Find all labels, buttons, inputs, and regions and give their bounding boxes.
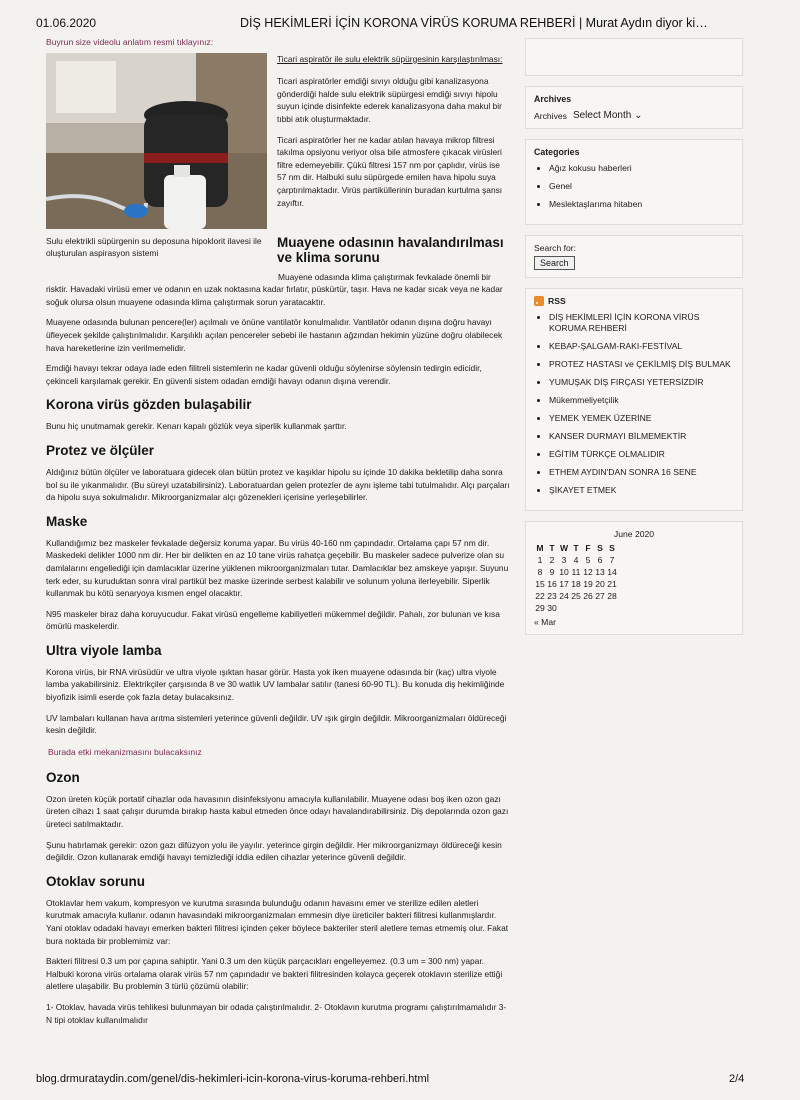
calendar-title: June 2020 xyxy=(613,529,655,539)
section-paragraph: Kullandığımız bez maskeler fevkalade değersiz koruma yapar. Bu virüs 40-160 nm çapındadır. Ortalama çapı 57 nm dir. Maskedeki delikler 1000 nm dir. Her bir delikten en az 10 tane virüs rahatça geçebilir. Bu maskeler sadece pulverize olan su damlalarını engellediği için damlacıklar üzerine yüklenen mikroorganizmaları tutar. Damlacıklar bez amskeye yapışır. Suyunu terk eder, su kuruduktan sonra viral partikül bez maske üzerinde serbest kalabilir ve solunum yoluna ilerleyebilir. Siperlik kullanmak bu kötü senaryoya kısmen engel olacaktır. xyxy=(46,537,509,599)
category-link[interactable]: • Genel xyxy=(549,181,734,192)
rss-item[interactable]: • PROTEZ HASTASI ve ÇEKİLMİŞ DİŞ BULMAK xyxy=(549,359,734,370)
photo-caption: Sulu elektrikli süpürgenin su deposuna hipoklorit ilavesi ile oluşturulan aspirasyon sistemi xyxy=(46,235,262,259)
calendar-day: 19 xyxy=(583,579,593,589)
section-paragraph: N95 maskeler biraz daha koruyucudur. Fakat virüsü engelleme kabiliyetleri mükemmel değildir. Pahalı, zor bulunan ve kısa ömürlü maskelerdir. xyxy=(46,608,500,632)
media-block xyxy=(46,53,511,229)
archives-label: Archives xyxy=(534,110,567,121)
calendar-day: 3 xyxy=(561,555,567,565)
calendar-day: 4 xyxy=(573,555,579,565)
section-heading: Protez ve ölçüler xyxy=(46,442,155,458)
calendar-day: 24 xyxy=(559,591,569,601)
calendar-day xyxy=(594,602,606,614)
calendar-day xyxy=(558,602,570,614)
search-widget xyxy=(525,235,743,278)
print-date: 01.06.2020 xyxy=(36,16,97,30)
empty-widget xyxy=(525,38,743,76)
weekday: W xyxy=(559,543,569,553)
calendar-day: 1 xyxy=(537,555,543,565)
weekday: M xyxy=(536,543,544,553)
rss-item[interactable]: • DİŞ HEKİMLERİ İÇİN KORONA VİRÜS KORUMA REHBERİ xyxy=(549,312,734,334)
rss-icon xyxy=(534,296,544,306)
photo-illustration xyxy=(46,53,267,229)
rss-item[interactable]: • ŞİKAYET ETMEK xyxy=(549,485,734,496)
weekday: S xyxy=(609,543,615,553)
archives-widget xyxy=(525,86,743,129)
calendar-day: 30 xyxy=(547,603,557,613)
article xyxy=(46,36,511,1034)
search-label: Search for: xyxy=(534,243,577,253)
calendar-day: 17 xyxy=(559,579,569,589)
section-paragraph: Muayene odasında bulunan pencere(ler) açılmalı ve önüne vantilatör konulmalıdır. Vantilatör odanın dışına doğru havayı üfleyecek şekilde çalıştırılmalıdır. Karşılıklı açılan pencereler sebebi ile hastanın ağzından hekimin yüzüne doğru olabilecek hava hareketlerine izin verilmemelidir. xyxy=(46,317,503,353)
print-page-title: DİŞ HEKİMLERİ İÇİN KORONA VİRÜS KORUMA REHBERİ | Murat Aydın diyor ki… xyxy=(240,16,708,30)
calendar-day: 11 xyxy=(571,567,581,577)
calendar-day: 12 xyxy=(583,567,593,577)
calendar-day: 2 xyxy=(549,555,555,565)
calendar-day: 5 xyxy=(585,555,591,565)
rss-item[interactable]: • KANSER DURMAYI BİLMEMEKTİR xyxy=(549,431,734,442)
calendar-day: 9 xyxy=(549,567,555,577)
weekday: T xyxy=(549,543,555,553)
section-paragraph: Bakteri filitresi 0.3 um por çapına sahiptir. Yani 0.3 um den küçük parçacıkları engelleyemez. (0.3 um = 300 nm) yapar. Halbuki korona virüs ortalama olarak virüs 57 nm çapındadır ve bakteri filitresinden kolayca geçerek otoklavın sterilize ettiği aletlere ulaşabilir. Bu problemin 3 türlü çözümü olabilir: xyxy=(46,956,503,992)
video-link[interactable]: Buyrun size videolu anlatım resmi tıklayınız: xyxy=(46,37,214,47)
categories-title: Categories xyxy=(534,147,580,157)
comparison-column xyxy=(277,53,511,229)
section-paragraph: UV lambaları kullanan hava arıtma sistemleri yeterince güvenli değildir. UV ışık girgin değildir. Mikroorganizmaları öldüreceği kesin değildir. xyxy=(46,712,507,736)
caption-heading-row xyxy=(46,235,511,273)
section-heading: Ultra viyole lamba xyxy=(46,642,162,658)
weekday: S xyxy=(597,543,603,553)
section-heading: Maske xyxy=(46,513,88,529)
calendar-day: 22 xyxy=(535,591,545,601)
calendar-day: 18 xyxy=(571,579,581,589)
vacuum-cleaner-photo xyxy=(46,53,267,229)
calendar-day: 27 xyxy=(595,591,605,601)
calendar-day: 20 xyxy=(595,579,605,589)
calendar-day xyxy=(570,602,582,614)
comparison-paragraph: Ticari aspiratörler her ne kadar atılan havaya mikrop filtresi takılma opsiyonu veriyor olsa bile atmosfere çıkacak virüsleri filtre edemeyebilir. Çükü filtresi 157 nm por çaplıdır, virüs ise 57 nm dir. Halbuki sulu süpürgede emilen hava hipolu suya çarptırılmaktadır. Virüs partiküllerinin buradan kurtulma şansı zayıftır. xyxy=(277,134,503,208)
section-paragraph: 1- Otoklav, havada virüs tehlikesi bulunmayan bir odada çalıştırılmalıdır. 2- Otoklavın kurutma programı çalıştırılmamalıdır 3- N tipi otoklav kullanılmalıdır xyxy=(46,1001,507,1025)
calendar-day: 16 xyxy=(547,579,557,589)
archives-select-value: Select Month xyxy=(572,110,632,121)
calendar-prev-link[interactable]: « Mar xyxy=(534,617,556,627)
calendar-day: 14 xyxy=(607,567,617,577)
section-paragraph: Bunu hiç unutmamak gerekir. Kenarı kapalı gözlük veya siperlik kullanmak şarttır. xyxy=(46,421,347,432)
calendar-table xyxy=(534,542,618,614)
calendar-day: 21 xyxy=(607,579,617,589)
rss-widget xyxy=(525,288,743,511)
section-paragraph: Ozon üreten küçük portatif cihazlar oda havasının disinfeksiyonu amacıyla kullanılabilir. Muayene odası boş iken ozon gazı üreten cihazı 1 saat çalışır durumda bırakıp hasta kabul etmeden önce odayı havalandırabilirsiniz. Diş depolarında ozon gazı üreteci satılmaktadır. xyxy=(46,793,509,830)
print-page-number: 2/4 xyxy=(729,1073,745,1085)
calendar-day: 6 xyxy=(597,555,603,565)
section-paragraph: Otoklavlar hem vakum, kompresyon ve kurutma sırasında bulunduğu odanın havasını emer ve sterilize edilen aletleri kurutmak amacıyla kullanır. odanın havasındaki mikroorganizmaları emmesin diye üreticiler bakteri filitresi kullanmışlardır. Yani otoklav odadaki havayı emerken bakteri filitresi içinden çeker böylece bakteriler steril aletlere temas etmemiş olur. Fakat bura noktada bir problemimiz var: xyxy=(46,897,509,946)
section-paragraph: Muayene odasında klima çalıştırmak fevkalade önemli bir risktir. Havadaki virüsü emer ve odanın en uzak noktasına kadar fırlatır, püskürtür, taşır. Hava ne kadar sıcak veya ne kadar soğuk olursa olsun muayene odasında klima çalıştırmak sorun yaratacaktır. xyxy=(46,271,503,307)
section-heading: Ozon xyxy=(46,769,80,785)
calendar-day: 10 xyxy=(559,567,569,577)
section-heading: Muayene odasının havalandırılması ve klima sorunu xyxy=(277,234,504,265)
chevron-down-icon: ⌄ xyxy=(634,110,643,121)
section-paragraph: Korona virüs, bir RNA virüsüdür ve ultra viyole ışıktan hasar görür. Hasta yok iken muayene odasında bir (kaç) ultra viyole lamba yakabilirsiniz. Elektrikçiler çarşısında 8 ve 30 watlık UV lambalar satılır (tanesi 60-90 TL). Bu konuda diş hekimliğinde biyofizik isimli eserde çok fazla detay bulacaksınız. xyxy=(46,666,505,703)
calendar-day: 26 xyxy=(583,591,593,601)
calendar-day: 13 xyxy=(595,567,605,577)
section-paragraph: Emdiği havayı tekrar odaya iade eden filitreli sistemlerin ne kadar güvenli olduğu söylenirse söylensin tedirgin edicidir, çekinceli karşılamak gerekir. En güvenli sistem odadan emdiği havayı odanın dışına verendir. xyxy=(46,363,482,386)
search-button[interactable]: Search xyxy=(534,256,575,270)
calendar-day: 29 xyxy=(535,603,545,613)
archives-title: Archives xyxy=(534,94,572,104)
calendar-day: 28 xyxy=(607,591,617,601)
category-link[interactable]: • Ağız kokusu haberleri xyxy=(549,163,734,174)
weekday: T xyxy=(573,543,579,553)
print-url: blog.drmurataydin.com/genel/dis-hekimleri-icin-korona-virus-koruma-rehberi.html xyxy=(36,1073,430,1085)
categories-widget xyxy=(525,139,743,225)
rss-title[interactable]: RSS xyxy=(548,296,566,306)
calendar-day xyxy=(606,602,618,614)
rss-item[interactable]: • YEMEK YEMEK ÜZERİNE xyxy=(549,413,734,424)
calendar-day: 8 xyxy=(537,567,543,577)
sidebar xyxy=(525,38,743,645)
calendar-day xyxy=(582,602,594,614)
rss-item[interactable]: • KEBAP-ŞALGAM-RAKI-FESTİVAL xyxy=(549,341,734,352)
calendar-day: 25 xyxy=(571,591,581,601)
mechanism-link[interactable]: Burada etki mekanizmasını bulacaksınız xyxy=(48,746,202,757)
comparison-title: Ticari aspiratör ile sulu elektrik süpürgesinin karşılaştırılması: xyxy=(277,53,503,64)
category-link[interactable]: • Meslektaşlarıma hitaben xyxy=(549,199,734,210)
section-paragraph: Aldığınız bütün ölçüler ve laboratuara gidecek olan bütün protez ve kaşıklar hipolu su içinde 10 dakika bekletilip daha sonra bol su ile yıkanmalıdır. (Bu süreyi uzatabilirsiniz). Laboratuardan gelen protezler de aynı işleme tabi tutulmalıdır. Alçı parçaları da hipolu suya sokulmalıdır. Mikroorganizmalar alçı gözenekleri içerisine yerleşebilirler. xyxy=(46,466,510,503)
section-heading: Otoklav sorunu xyxy=(46,873,146,889)
archives-select[interactable] xyxy=(573,110,643,121)
calendar-day: 23 xyxy=(547,591,557,601)
section-heading: Korona virüs gözden bulaşabilir xyxy=(46,397,252,413)
rss-item[interactable]: • YUMUŞAK DİŞ FIRÇASI YETERSİZDİR xyxy=(549,377,734,388)
calendar-day: 7 xyxy=(609,555,615,565)
calendar-widget xyxy=(525,521,743,635)
rss-item[interactable]: • EĞİTİM TÜRKÇE OLMALIDIR xyxy=(549,449,734,460)
section-paragraph: Şunu hatırlamak gerekir: ozon gazı difüzyon yolu ile yayılır. yeterince girgin değildir. Her mikroorganizmayı öldüreceği kesin değildir. Ozon kullanarak emdiği havayı temizlediği iddia edilen cihazlar yeterince güvenli değildir. xyxy=(46,839,502,863)
weekday: F xyxy=(585,543,591,553)
calendar-day: 15 xyxy=(535,579,545,589)
rss-item[interactable]: • Mükemmeliyetçilik xyxy=(549,395,734,406)
comparison-paragraph: Ticari aspiratörler emdiği sıvıyı olduğu gibi kanalizasyona gönderdiği halde sulu elektrik süpürgesi emdiği sıvıyı hipolu suyun içinde disinfekte ederek kanalizasyona daha makul bir tıbbi atık oluşturmaktadır. xyxy=(277,76,502,124)
rss-item[interactable]: • ETHEM AYDIN'DAN SONRA 16 SENE xyxy=(549,467,734,478)
